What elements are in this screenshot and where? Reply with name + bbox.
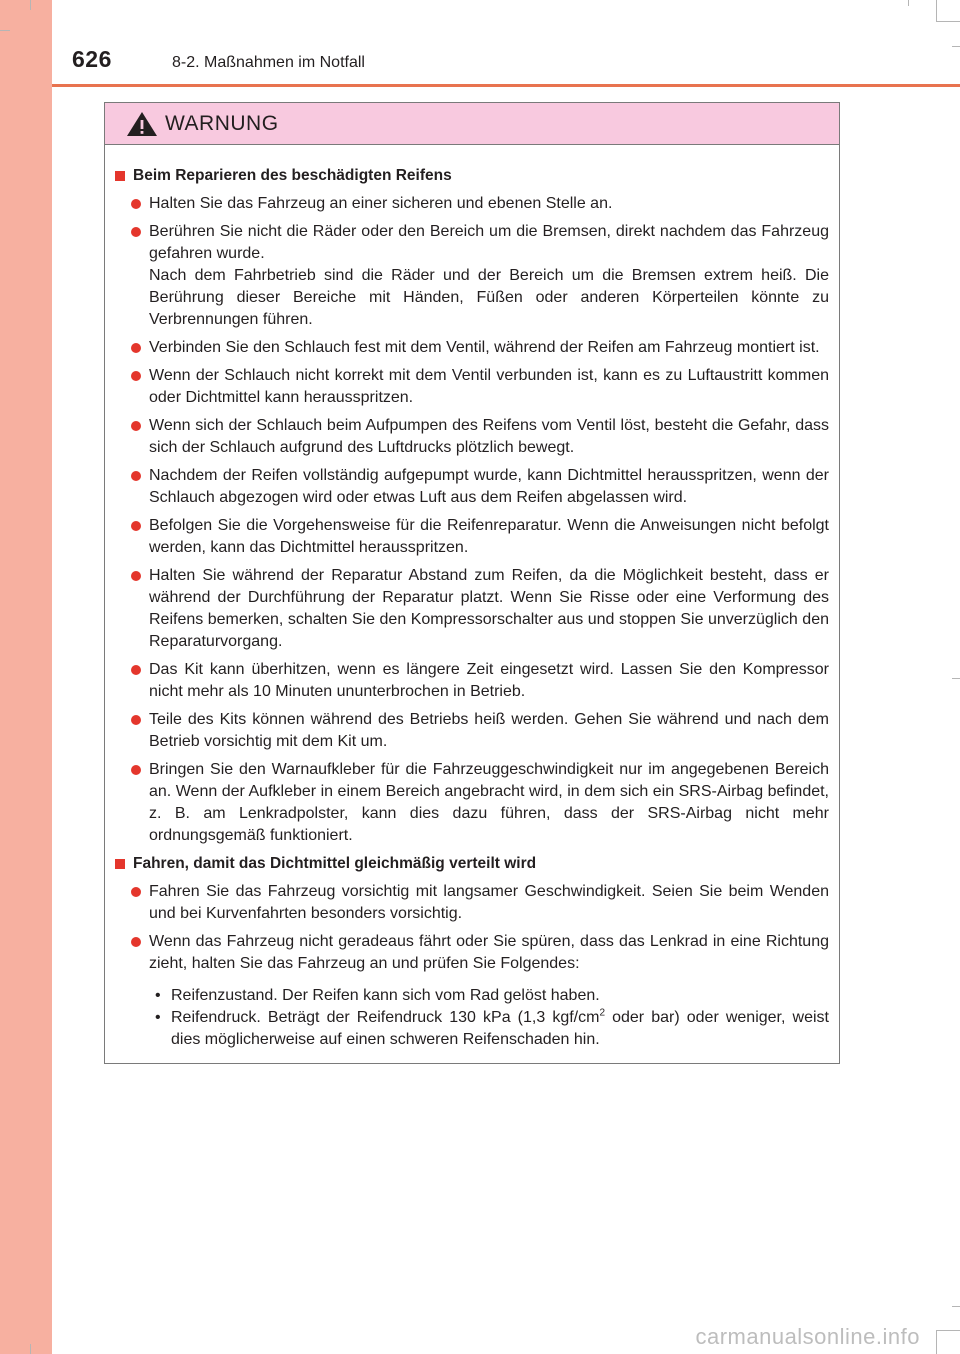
round-bullet-icon — [131, 521, 141, 531]
crop-mark — [936, 21, 960, 22]
list-item-text: Nachdem der Reifen vollständig aufgepumpt wurde, kann Dichtmittel herausspritzen, wenn der Schlauch abgezogen wird oder etwas Luft aus dem Reifen abgelassen wird. — [149, 467, 829, 506]
warning-box — [104, 102, 840, 1064]
list-item — [131, 337, 829, 359]
list-item-text: Befolgen Sie die Vorgehensweise für die Reifenreparatur. Wenn die Anweisungen nicht befolgt werden, kann das Dichtmittel herausspritzen. — [149, 517, 829, 556]
sub-list-item-text — [171, 1007, 829, 1051]
list-item-text: Halten Sie das Fahrzeug an einer sicheren und ebenen Stelle an. — [149, 195, 613, 212]
crop-mark — [952, 1306, 960, 1307]
sub-bullet-mark: • — [155, 987, 161, 1004]
list-item-text: Teile des Kits können während des Betriebs heiß werden. Gehen Sie während und nach dem Betrieb vorsichtig mit dem Kit um. — [149, 711, 829, 750]
superscript: 2 — [599, 1007, 606, 1019]
list-item-text: Wenn der Schlauch nicht korrekt mit dem Ventil verbunden ist, kann es zu Luftaustritt kommen oder Dichtmittel kann herausspritzen. — [149, 367, 829, 406]
warning-triangle-icon — [125, 110, 159, 138]
list-item — [131, 365, 829, 409]
list-item — [131, 415, 829, 459]
page-number: 626 — [72, 46, 112, 72]
crop-mark — [936, 1330, 960, 1331]
list-item — [131, 193, 829, 215]
section-heading-text: Beim Reparieren des beschädigten Reifens — [133, 167, 452, 184]
round-bullet-icon — [131, 421, 141, 431]
list-item — [131, 881, 829, 925]
round-bullet-icon — [131, 887, 141, 897]
warning-body — [105, 145, 839, 1051]
warning-title: WARNUNG — [165, 111, 279, 135]
list-item — [131, 465, 829, 509]
list-item — [131, 759, 829, 847]
sub-list-item-text: Reifenzustand. Der Reifen kann sich vom Rad gelöst haben. — [171, 987, 600, 1004]
crop-mark — [30, 1344, 31, 1354]
round-bullet-icon — [131, 937, 141, 947]
list-item — [131, 659, 829, 703]
list-item-text: Bringen Sie den Warnaufkleber für die Fahrzeuggeschwindigkeit nur im angegebenen Bereich an. Wenn der Aufkleber in einem Bereich angebracht wird, in dem sich ein SRS-Airbag befindet, z. B. am Lenkradpolster, kann dies dazu führen, dass der SRS-Airbag nicht mehr ordnungsgemäß funktioniert. — [149, 761, 829, 844]
list-item — [131, 709, 829, 753]
sub-text-part: Reifendruck. Beträgt der Reifendruck 130 kPa (1,3 kgf/cm — [171, 1009, 600, 1026]
section-heading — [115, 165, 829, 187]
warning-header — [105, 103, 839, 145]
list-item — [131, 931, 829, 1051]
crop-mark — [952, 678, 960, 679]
sub-bullet-mark: • — [155, 1009, 161, 1026]
list-item-text: Wenn das Fahrzeug nicht geradeaus fährt oder Sie spüren, dass das Lenkrad in eine Richtung zieht, halten Sie das Fahrzeug an und prüfen Sie Folgendes: — [149, 933, 829, 972]
sub-list — [149, 985, 829, 1051]
round-bullet-icon — [131, 471, 141, 481]
section-heading-text: Fahren, damit das Dichtmittel gleichmäßig verteilt wird — [133, 855, 537, 872]
list-item — [131, 565, 829, 653]
list-item-text: Berühren Sie nicht die Räder oder den Bereich um die Bremsen, direkt nachdem das Fahrzeug gefahren wurde. — [149, 223, 829, 262]
square-bullet-icon — [115, 171, 125, 181]
round-bullet-icon — [131, 571, 141, 581]
crop-mark — [30, 0, 31, 10]
round-bullet-icon — [131, 765, 141, 775]
header-rule — [52, 84, 960, 87]
sub-list-item — [149, 1007, 829, 1051]
crop-mark — [936, 0, 937, 22]
side-color-strip — [0, 0, 52, 1354]
square-bullet-icon — [115, 859, 125, 869]
list-item-text: Das Kit kann überhitzen, wenn es längere Zeit eingesetzt wird. Lassen Sie den Kompressor nicht mehr als 10 Minuten ununterbrochen in Betrieb. — [149, 661, 829, 700]
section-title: 8-2. Maßnahmen im Notfall — [172, 54, 365, 71]
list-item — [131, 515, 829, 559]
round-bullet-icon — [131, 343, 141, 353]
crop-mark — [0, 30, 10, 31]
list-item-text: Verbinden Sie den Schlauch fest mit dem Ventil, während der Reifen am Fahrzeug montiert ist. — [149, 339, 820, 356]
round-bullet-icon — [131, 199, 141, 209]
round-bullet-icon — [131, 665, 141, 675]
list-item-text: Nach dem Fahrbetrieb sind die Räder und der Bereich um die Bremsen extrem heiß. Die Berührung dieser Bereiche mit Händen, Füßen oder anderen Körperteilen könnte zu Verbrennungen führen. — [149, 267, 829, 328]
list-item-text: Halten Sie während der Reparatur Abstand zum Reifen, da die Möglichkeit besteht, dass er während der Durchführung der Reparatur platzt. Wenn Sie Risse oder eine Verformung des Reifens bemerken, schalten Sie den Kompressorschalter aus und stoppen Sie unverzüglich den Reparaturvorgang. — [149, 567, 829, 650]
crop-mark — [908, 0, 909, 6]
sub-list-item — [149, 985, 829, 1007]
list-item — [131, 221, 829, 331]
sub-text-part: oder bar) oder weniger, weist dies möglicherweise auf einen schweren Reifenschaden hin. — [171, 1009, 829, 1048]
list-item-text: Fahren Sie das Fahrzeug vorsichtig mit langsamer Geschwindigkeit. Seien Sie beim Wenden und bei Kurvenfahrten besonders vorsichtig. — [149, 883, 829, 922]
crop-mark — [936, 1330, 937, 1354]
crop-mark — [952, 46, 960, 47]
watermark: carmanualsonline.info — [695, 1324, 920, 1349]
list-item-text: Wenn sich der Schlauch beim Aufpumpen des Reifens vom Ventil löst, besteht die Gefahr, dass sich der Schlauch aufgrund des Luftdrucks plötzlich bewegt. — [149, 417, 829, 456]
round-bullet-icon — [131, 715, 141, 725]
section-heading — [115, 853, 829, 875]
round-bullet-icon — [131, 371, 141, 381]
round-bullet-icon — [131, 227, 141, 237]
